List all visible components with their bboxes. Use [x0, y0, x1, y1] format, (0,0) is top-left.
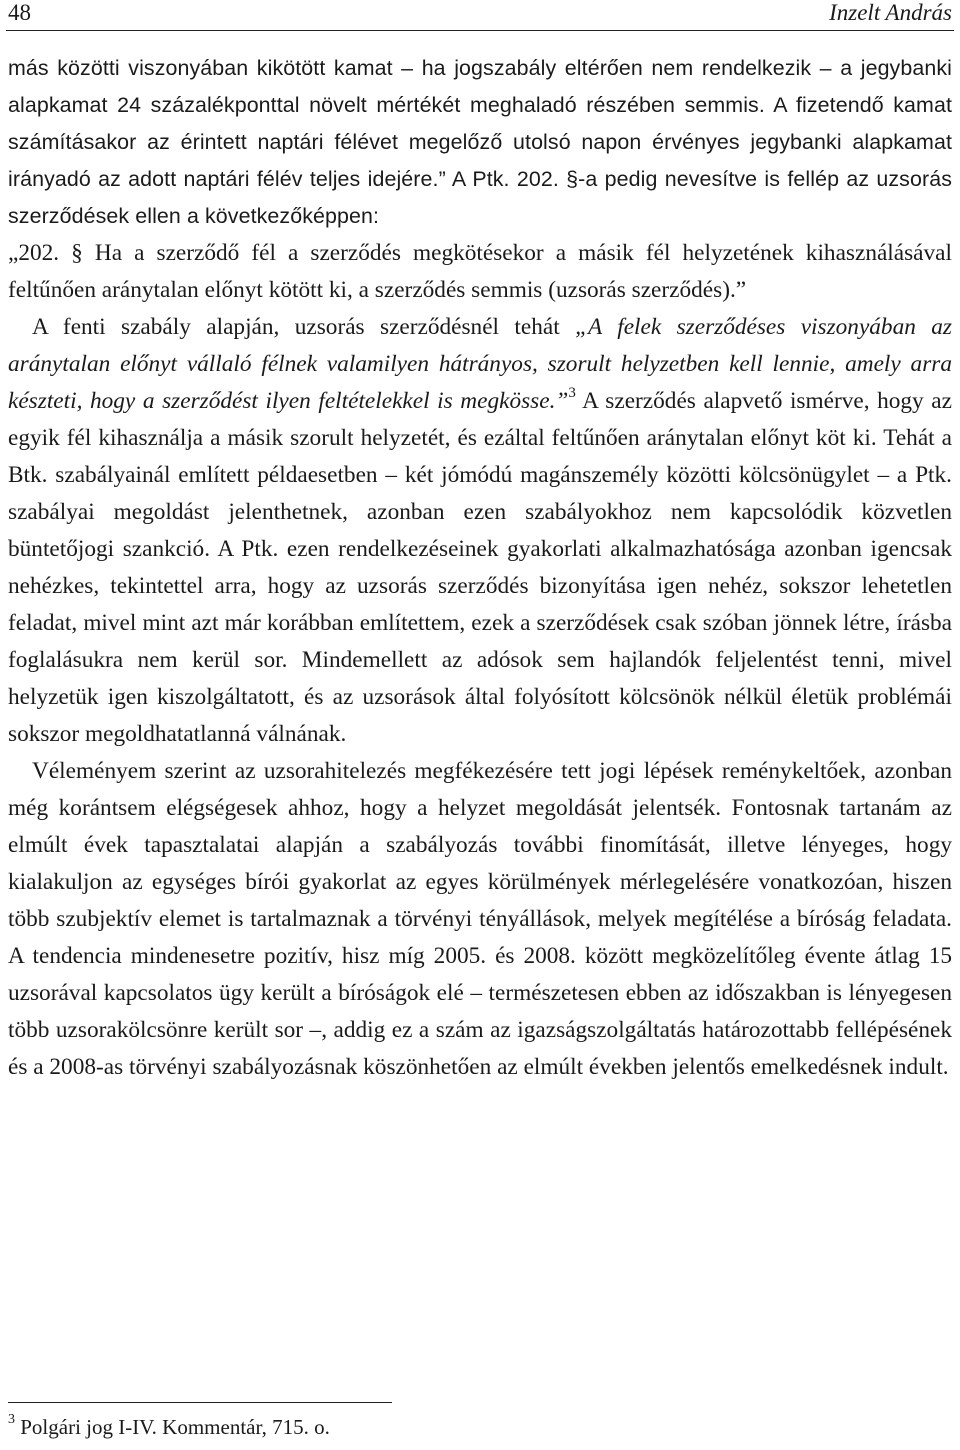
paragraph-text: A fenti szabály alapján, uzsorás szerződésnél tehát — [32, 314, 576, 340]
paragraph-usury-rule — [8, 309, 952, 753]
page-body — [8, 50, 952, 1086]
running-header — [6, 0, 954, 31]
footnote-reference[interactable]: 3 — [568, 385, 576, 402]
paragraph-text: A szerződés alapvető ismérve, hogy az egyik fél kihasználja a másik szorult helyzetét, és ezáltal feltűnően aránytalan előnyt köt ki. Tehát a Btk. szabályainál említett példaesetben – két jómódú magánszemély közötti kölcsönügylet – a Ptk. szabályai megoldást jelenthetnek, azonban ezen szabályokhoz nem kapcsolódik közvetlen büntetőjogi szankció. A Ptk. ezen rendelkezéseinek gyakorlati alkalmazhatósága azonban igencsak nehézkes, tekintettel arra, hogy az uzsorás szerződés bizonyítása igen nehéz, sokszor lehetetlen feladat, mivel mint azt már korábban említettem, ezek a szerződések csak szóban jönnek létre, írásba foglalásukra nem kerül sor. Mindemellett az adósok sem hajlandók feljelentést tenni, mivel helyzetük igen kiszolgáltatott, és az uzsorások által folyósított kölcsönök nélkül életük problémái sokszor megoldhatatlanná válnának. — [8, 388, 952, 747]
footnote — [8, 1412, 330, 1442]
quoted-statute: „202. § Ha a szerződő fél a szerződés megkötésekor a másik fél helyzetének kihasználásával feltűnően aránytalan előnyt kötött ki, a szerződés semmis (uzsorás szerződés).” — [8, 240, 952, 303]
paragraph-opinion: Véleményem szerint az uzsorahitelezés megfékezésére tett jogi lépések reménykeltőek, azonban még korántsem elégségesek ahhoz, hogy a helyzet megoldását jelentsék. Fontosnak tartanám az elmúlt évek tapasztalatai alapján a szabályozás további finomítását, illetve lényeges, hogy kialakuljon az egységes bírói gyakorlat az egyes körülmények mérlegelésére vonatkozóan, hiszen több szubjektív elemet is tartalmaznak a törvényi tényállások, melyek megítélése a bíróság feladata. A tendencia mindenesetre pozitív, hisz míg 2005. és 2008. között megközelítőleg évente átlag 15 uzsorával kapcsolatos ügy került a bíróságok elé – természetesen ebben az időszakban is lényegesen több uzsorakölcsönre került sor –, addig ez a szám az igazságszolgáltatás határozottabb fellépésének és a 2008-as törvényi szabályozásnak köszönhetően az elmúlt években jelentős emelkedésnek indult. — [8, 758, 952, 1080]
page-number: 48 — [8, 0, 31, 25]
footnote-separator — [8, 1402, 392, 1403]
paragraph-continued: más közötti viszonyában kikötött kamat – ha jogszabály eltérően nem rendelkezik – a jegybanki alapkamat 24 százalékponttal növelt mértékét meghaladó részében semmis. A fizetendő kamat számításakor az érintett naptári félévet megelőző utolsó napon érvényes jegybanki alapkamat irányadó az adott naptári félév teljes idejére.” A Ptk. 202. §-a pedig nevesítve is fellép az uzsorás szerződések ellen a következőképpen: — [8, 56, 952, 228]
italic-quote: „A felek szerződéses viszonyában az aránytalan előnyt vállaló félnek valamilyen hátrányos, szorult helyzetben kell lennie, amely arra készteti, hogy a szerződést ilyen feltételekkel is megkösse.” — [8, 314, 952, 414]
footnote-text: Polgári jog I-IV. Kommentár, 715. o. — [20, 1415, 330, 1439]
running-author: Inzelt András — [829, 0, 952, 25]
footnote-number: 3 — [8, 1412, 15, 1427]
